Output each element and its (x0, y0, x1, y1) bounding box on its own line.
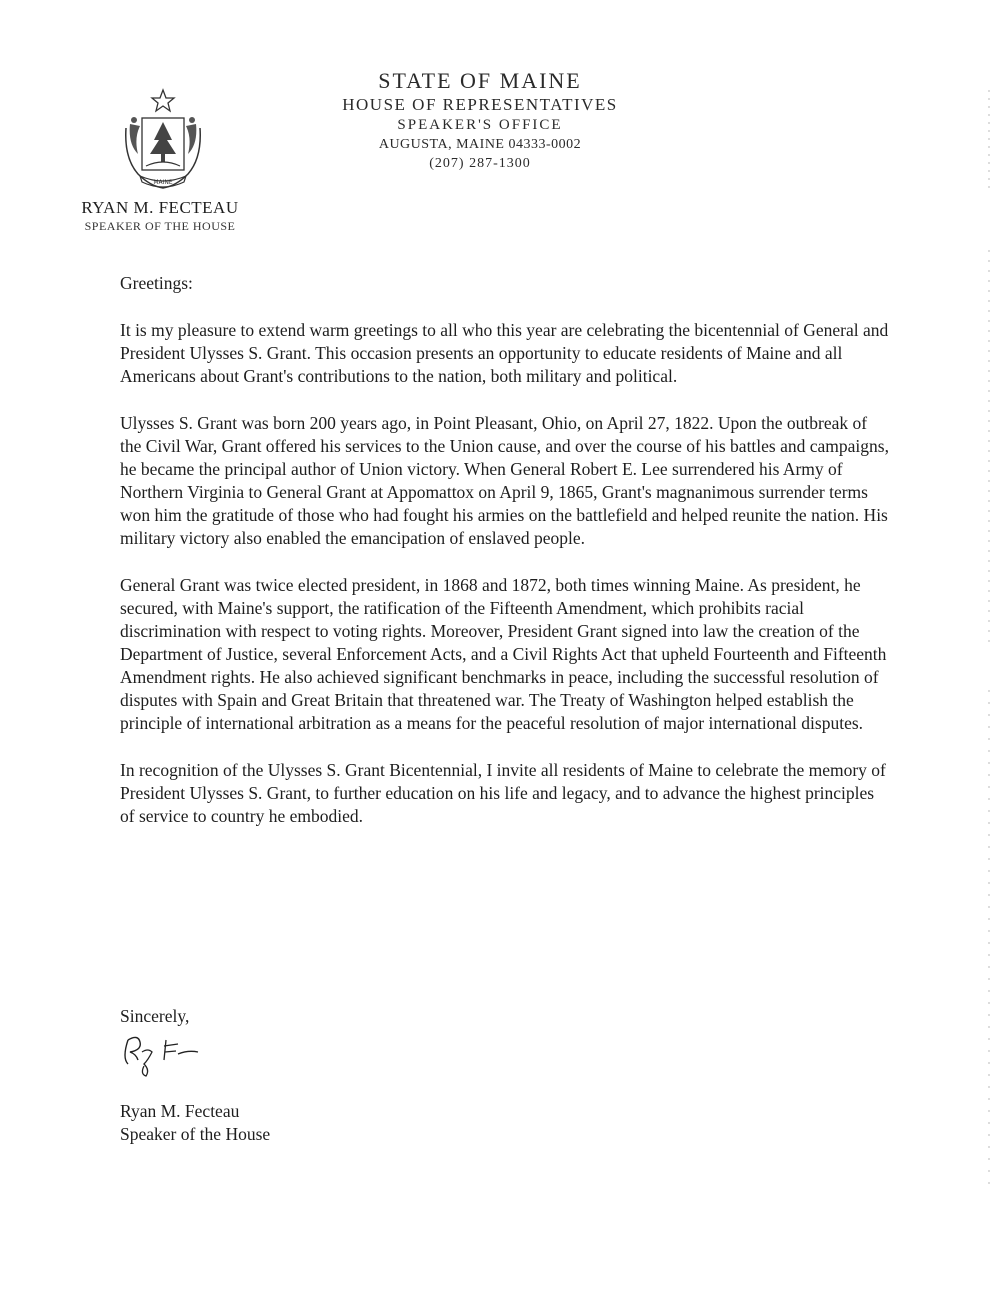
letterhead-office: SPEAKER'S OFFICE (397, 117, 563, 133)
letterhead-house: HOUSE OF REPRESENTATIVES (342, 95, 618, 114)
letter-body (120, 272, 890, 852)
speaker-block (60, 198, 260, 234)
paragraph-presidency: General Grant was twice elected president, in 1868 and 1872, both times winning Maine. As president, he secured, with Maine's support, the ratification of the Fifteenth Amendment, which prohibits racial discrimination with respect to voting rights. Moreover, President Grant signed into law the creation of the Department of Justice, several Enforcement Acts, and a Civil Rights Act that upheld Fourteenth and Fifteenth Amendment rights. He also achieved significant benchmarks in peace, including the successful resolution of disputes with Spain and Great Britain that threatened war. The Treaty of Washington helped establish the principle of international arbitration as a means for the peaceful resolution of major international disputes. (120, 575, 887, 733)
signer-name: Ryan M. Fecteau (120, 1101, 240, 1121)
paragraph-invitation: In recognition of the Ulysses S. Grant Bicentennial, I invite all residents of Maine to celebrate the memory of President Ulysses S. Grant, to further education on his life and legacy, and to advance the highest principles of service to country he embodied. (120, 760, 886, 826)
closing: Sincerely, (120, 1006, 190, 1026)
letterhead (300, 68, 660, 173)
paragraph-intro: It is my pleasure to extend warm greetings to all who this year are celebrating the bicentennial of General and President Ulysses S. Grant. This occasion presents an opportunity to educate residents of Maine and all Americans about Grant's contributions to the nation, both military and political. (120, 320, 889, 386)
handwritten-signature-icon (120, 1030, 240, 1080)
signer-block (120, 1100, 270, 1146)
svg-text:MAINE: MAINE (153, 179, 173, 186)
letterhead-address: AUGUSTA, MAINE 04333-0002 (378, 137, 582, 152)
speaker-title: SPEAKER OF THE HOUSE (84, 219, 236, 233)
letterhead-phone: (207) 287-1300 (429, 156, 531, 171)
letterhead-state: STATE OF MAINE (378, 68, 582, 93)
greeting: Greetings: (120, 273, 193, 293)
speaker-name: RYAN M. FECTEAU (81, 198, 239, 217)
paragraph-military: Ulysses S. Grant was born 200 years ago, in Point Pleasant, Ohio, on April 27, 1822. Upon the outbreak of the Civil War, Grant offered his services to the Union cause, and over the course of his battles and campaigns, he became the principal author of Union victory. When General Robert E. Lee surrendered his Army of Northern Virginia to General Grant at Appomattox on April 9, 1865, Grant's magnanimous surrender terms won him the gratitude of those who had fought his armies on the battlefield and helped reunite the nation. His military victory also enabled the emancipation of enslaved people. (120, 413, 889, 548)
signer-title: Speaker of the House (120, 1124, 271, 1144)
scan-edge-marks (986, 90, 992, 1190)
maine-state-seal-icon (120, 88, 206, 192)
